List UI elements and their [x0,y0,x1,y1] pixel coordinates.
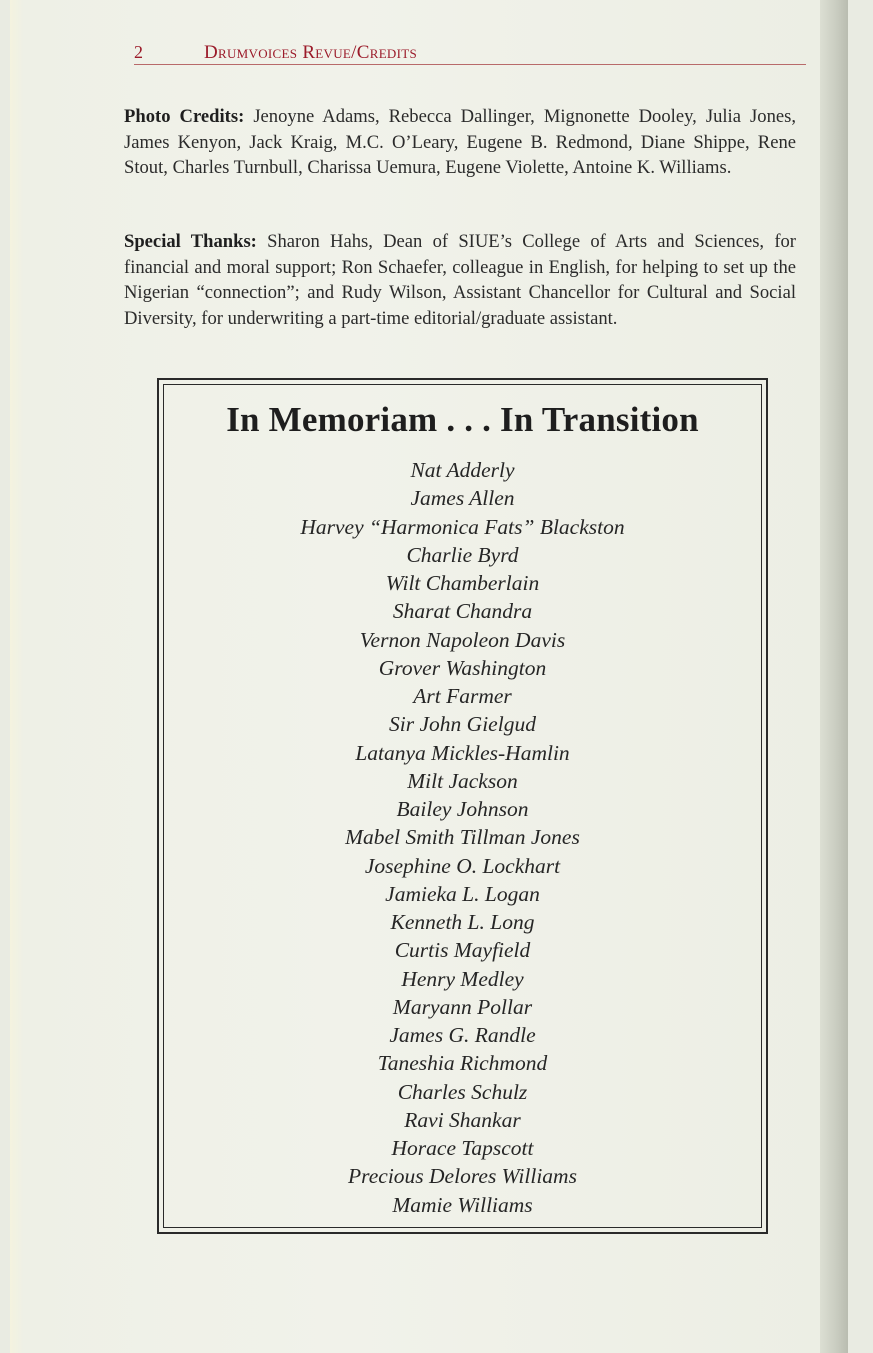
memoriam-name: Vernon Napoleon Davis [359,627,566,652]
special-thanks-label: Special Thanks: [124,231,257,252]
memoriam-name: Art Farmer [413,684,512,708]
memoriam-name: Mabel Smith Tillman Jones [345,825,580,850]
memoriam-name: Kenneth L. Long [390,910,535,934]
memoriam-name: James G. Randle [389,1023,536,1047]
memoriam-name: Sir John Gielgud [389,712,536,737]
photo-credits-text: Jenoyne Adams, Rebecca Dallinger, Mignonette Dooley, Julia Jones, James Kenyon, Jack Kraig, M.C. O’Leary, Eugene B. Redmond, Diane Shippe, Rene Stout, Charles Turnbull, Charissa Uemura, Eugene Violette, Antoine K. Williams. [124,106,796,179]
memoriam-name: James Allen [410,486,515,511]
photo-credits-paragraph [124,104,796,181]
memoriam-name: Milt Jackson [407,768,518,793]
memoriam-name: Wilt Chamberlain [385,571,540,595]
special-thanks-paragraph [124,229,796,332]
memoriam-name: Jamieka L. Logan [385,881,540,906]
memoriam-name: Henry Medley [401,966,524,991]
memoriam-names-list [159,456,766,1219]
memoriam-name: Harvey “Harmonica Fats” Blackston [300,514,625,539]
memoriam-name: Bailey Johnson [396,797,529,821]
memoriam-name: Taneshia Richmond [377,1051,548,1076]
page-gutter [10,0,24,1353]
running-head [134,40,806,65]
memoriam-name: Nat Adderly [410,458,515,482]
memoriam-name: Mamie Williams [392,1192,533,1217]
page-number: 2 [134,42,144,62]
memoriam-name: Precious Delores Williams [348,1164,577,1189]
memoriam-name: Charles Schulz [397,1079,528,1104]
memoriam-box [157,378,768,1234]
memoriam-title: In Memoriam . . . In Transition [226,400,699,439]
memoriam-name: Horace Tapscott [391,1136,534,1160]
memoriam-name: Curtis Mayfield [394,938,531,963]
page-edge [820,0,848,1353]
memoriam-name: Josephine O. Lockhart [364,853,561,878]
special-thanks-text: Sharon Hahs, Dean of SIUE’s College of Arts and Sciences, for financial and moral support; Ron Schaefer, colleague in English, for helping to set up the Nigerian “connection”; and Rudy Wilson, Assistant Chancellor for Cultural and Social Diversity, for underwriting a part-time editorial/graduate assistant. [124,231,797,330]
memoriam-name: Grover Washington [378,655,547,680]
running-title: Drumvoices Revue/Credits [204,42,418,63]
memoriam-name: Maryann Pollar [392,994,533,1019]
memoriam-name: Sharat Chandra [392,599,533,624]
photo-credits-label: Photo Credits: [124,106,245,127]
memoriam-name: Ravi Shankar [404,1107,521,1132]
memoriam-name: Latanya Mickles-Hamlin [355,740,570,765]
memoriam-name: Charlie Byrd [406,542,519,567]
